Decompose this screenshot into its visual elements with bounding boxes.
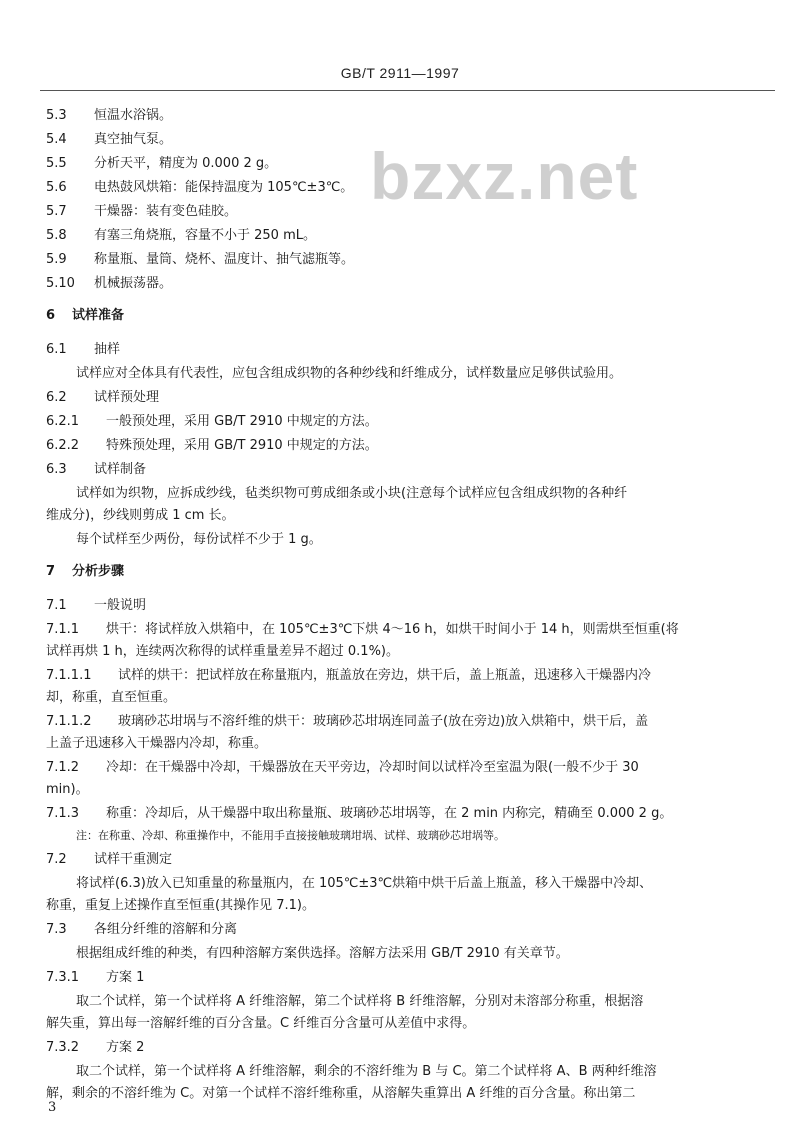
list-item: 5.8 有塞三角烧瓶，容量不小于 250 mL。 xyxy=(46,228,316,243)
paragraph: 称重，重复上述操作直至恒重(其操作见 7.1)。 xyxy=(46,898,315,913)
list-item: 5.6 电热鼓风烘箱：能保持温度为 105℃±3℃。 xyxy=(46,180,354,195)
paragraph: 上盖子迅速移入干燥器内冷却，称重。 xyxy=(46,736,268,751)
paragraph: 7.1.1.2 玻璃砂芯坩埚与不溶纤维的烘干：玻璃砂芯坩埚连同盖子(放在旁边)放入烘箱中，烘干后，盖 xyxy=(46,714,649,729)
subsection-heading: 7.1 一般说明 xyxy=(46,598,147,613)
list-item: 5.5 分析天平，精度为 0.000 2 g。 xyxy=(46,156,278,171)
list-item: 5.7 干燥器：装有变色硅胶。 xyxy=(46,204,238,219)
subsection-heading: 7.3.2 方案 2 xyxy=(46,1040,145,1055)
list-item: 6.2.2 特殊预处理，采用 GB/T 2910 中规定的方法。 xyxy=(46,438,378,453)
paragraph: 每个试样至少两份，每份试样不少于 1 g。 xyxy=(76,532,322,547)
note: 注：在称重、冷却、称重操作中，不能用手直接接触玻璃坩埚、试样、玻璃砂芯坩埚等。 xyxy=(76,829,505,842)
paragraph: 7.1.1.1 试样的烘干：把试样放在称量瓶内，瓶盖放在旁边，烘干后，盖上瓶盖，迅速移入干燥器内冷 xyxy=(46,668,652,683)
paragraph: 7.1.1 烘干：将试样放入烘箱中，在 105℃±3℃下烘 4～16 h，如烘干时间小于 14 h，则需烘至恒重(将 xyxy=(46,622,679,637)
paragraph: 取二个试样，第一个试样将 A 纤维溶解，第二个试样将 B 纤维溶解，分别对未溶部分称重，根据溶 xyxy=(76,994,644,1009)
list-item: 5.9 称量瓶、量筒、烧杯、温度计、抽气滤瓶等。 xyxy=(46,252,355,267)
list-item: 5.4 真空抽气泵。 xyxy=(46,132,173,147)
subsection-heading: 7.2 试样干重测定 xyxy=(46,852,173,867)
paragraph: 试样如为织物，应拆成纱线，毡类织物可剪成细条或小块(注意每个试样应包含组成织物的各种纤 xyxy=(76,486,628,501)
list-item: 6.2.1 一般预处理，采用 GB/T 2910 中规定的方法。 xyxy=(46,414,378,429)
paragraph: 维成分)，纱线则剪成 1 cm 长。 xyxy=(46,508,235,523)
paragraph: 取二个试样，第一个试样将 A 纤维溶解，剩余的不溶纤维为 B 与 C。第二个试样将 A、B 两种纤维溶 xyxy=(76,1064,657,1079)
standard-header: GB/T 2911—1997 xyxy=(340,65,460,81)
paragraph: 试样应对全体具有代表性，应包含组成织物的各种纱线和纤维成分，试样数量应足够供试验用。 xyxy=(76,366,623,381)
paragraph: 解，剩余的不溶纤维为 C。对第一个试样不溶纤维称重，从溶解失重算出 A 纤维的百分含量。称出第二 xyxy=(46,1086,636,1101)
header-rule xyxy=(40,90,775,91)
paragraph: 根据组成纤维的种类，有四种溶解方案供选择。溶解方法采用 GB/T 2910 有关章节。 xyxy=(76,946,569,961)
page-number: 3 xyxy=(48,1100,57,1115)
paragraph: 试样再烘 1 h，连续两次称得的试样重量差异不超过 0.1%)。 xyxy=(46,644,400,659)
paragraph: 将试样(6.3)放入已知重量的称量瓶内，在 105℃±3℃烘箱中烘干后盖上瓶盖，移入干燥器中冷却、 xyxy=(76,876,653,891)
list-item: 5.3 恒温水浴锅。 xyxy=(46,108,173,123)
subsection-heading: 7.3 各组分纤维的溶解和分离 xyxy=(46,922,238,937)
paragraph: 解失重，算出每一溶解纤维的百分含量。C 纤维百分含量可从差值中求得。 xyxy=(46,1016,476,1031)
subsection-heading: 6.3 试样制备 xyxy=(46,462,147,477)
paragraph: min)。 xyxy=(46,782,89,797)
paragraph: 却，称重，直至恒重。 xyxy=(46,690,177,705)
subsection-heading: 7.3.1 方案 1 xyxy=(46,970,145,985)
section-heading: 7 分析步骤 xyxy=(46,564,125,579)
watermark: bzxz.net xyxy=(370,139,639,213)
paragraph: 7.1.3 称重：冷却后，从干燥器中取出称量瓶、玻璃砂芯坩埚等，在 2 min 内称完，精确至 0.000 2 g。 xyxy=(46,806,673,821)
list-item: 5.10 机械振荡器。 xyxy=(46,276,173,291)
paragraph: 7.1.2 冷却：在干燥器中冷却，干燥器放在天平旁边，冷却时间以试样冷至室温为限(一般不少于 30 xyxy=(46,760,639,775)
subsection-heading: 6.2 试样预处理 xyxy=(46,390,160,405)
section-heading: 6 试样准备 xyxy=(46,308,125,323)
subsection-heading: 6.1 抽样 xyxy=(46,342,121,357)
